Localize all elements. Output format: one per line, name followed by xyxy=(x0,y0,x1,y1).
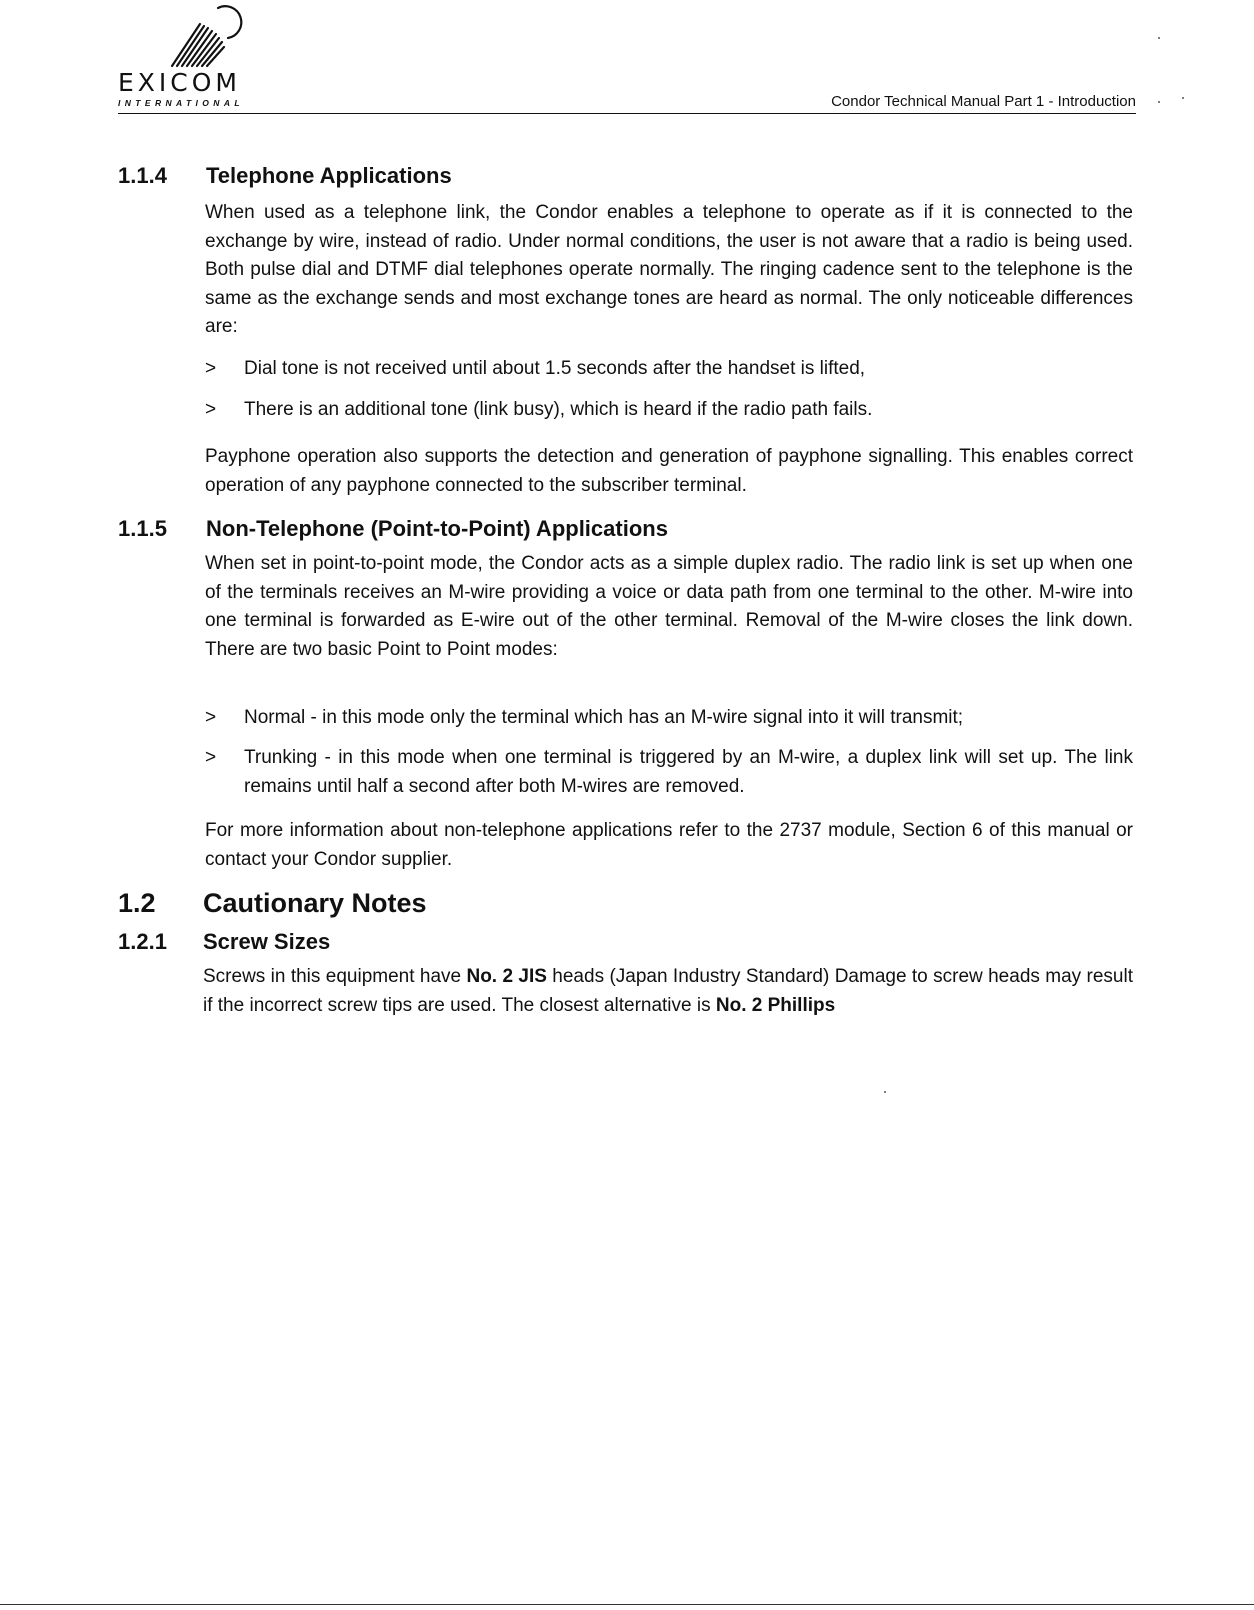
footer-divider xyxy=(0,1604,1254,1605)
screw-text-start: Screws in this equipment have xyxy=(203,966,467,987)
bullet-text: There is an additional tone (link busy), which is heard if the radio path fails. xyxy=(244,399,873,420)
company-logo xyxy=(118,2,288,112)
bullet-marker: > xyxy=(205,707,217,728)
section-1-2-1-number: 1.2.1 xyxy=(118,929,167,954)
section-1-1-5-intro-paragraph: When set in point-to-point mode, the Condor acts as a simple duplex radio. The radio link is set up when one of the terminals receives an M-wire providing a voice or data path from one terminal to the other. M-wire into one terminal is forwarded as E-wire out of the other terminal. Removal of the M-wire closes the link down. There are two basic Point to Point modes: xyxy=(205,553,1133,660)
section-1-1-5-more-info-paragraph: For more information about non-telephone applications refer to the 2737 module, Section 6 of this manual or contact your Condor supplier. xyxy=(205,820,1133,870)
section-1-1-4-title: Telephone Applications xyxy=(206,163,452,188)
section-1-2-1-title: Screw Sizes xyxy=(203,929,331,954)
section-1-2-number: 1.2 xyxy=(118,888,156,918)
exicom-logo-icon xyxy=(166,2,248,68)
screw-text-middle: heads (Japan Industry Standard) Damage to screw heads may result if the incorrect screw tips are used. The closest alternative is xyxy=(203,966,1133,1016)
scan-speck xyxy=(1158,37,1160,39)
bullet-text: Dial tone is not received until about 1.5 seconds after the handset is lifted, xyxy=(244,358,866,379)
list-item xyxy=(205,704,1133,733)
list-item xyxy=(205,744,1133,801)
header-divider xyxy=(118,113,1136,114)
logo-wordmark: EXICOM xyxy=(118,68,241,97)
bullet-marker: > xyxy=(205,358,217,379)
bullet-text: Trunking - in this mode when one terminal is triggered by an M-wire, a duplex link will set up. The link remains until half a second after both M-wires are removed. xyxy=(244,747,1133,797)
bullet-text: Normal - in this mode only the terminal which has an M-wire signal into it will transmit; xyxy=(244,707,964,728)
scan-speck xyxy=(1158,101,1160,103)
section-1-1-5-number: 1.1.5 xyxy=(118,516,167,541)
section-1-1-5-title: Non-Telephone (Point-to-Point) Applications xyxy=(206,516,668,541)
scan-speck xyxy=(884,1091,886,1093)
section-1-2-1-paragraph xyxy=(203,963,1133,1020)
section-1-1-4-intro-paragraph: When used as a telephone link, the Condor enables a telephone to operate as if it is connected to the exchange by wire, instead of radio. Under normal conditions, the user is not aware that a radio is being used. Both pulse dial and DTMF dial telephones operate normally. The ringing cadence sent to the telephone is the same as the exchange sends and most exchange tones are heard as normal. The only noticeable differences are: xyxy=(205,202,1133,338)
logo-subtitle: INTERNATIONAL xyxy=(118,98,244,108)
running-header-title: Condor Technical Manual Part 1 - Introduction xyxy=(831,93,1136,110)
section-1-1-4-payphone-paragraph: Payphone operation also supports the detection and generation of payphone signalling. This enables correct operation of any payphone connected to the subscriber terminal. xyxy=(205,446,1133,496)
list-item xyxy=(205,396,1133,425)
section-1-1-4-number: 1.1.4 xyxy=(118,163,167,188)
list-item xyxy=(205,355,1133,384)
bullet-marker: > xyxy=(205,399,217,420)
bullet-marker: > xyxy=(205,747,217,768)
screw-bold-jis: No. 2 JIS xyxy=(466,966,547,987)
scan-speck xyxy=(1182,97,1184,99)
screw-bold-phillips: No. 2 Phillips xyxy=(715,994,836,1016)
section-1-2-title: Cautionary Notes xyxy=(203,888,427,918)
